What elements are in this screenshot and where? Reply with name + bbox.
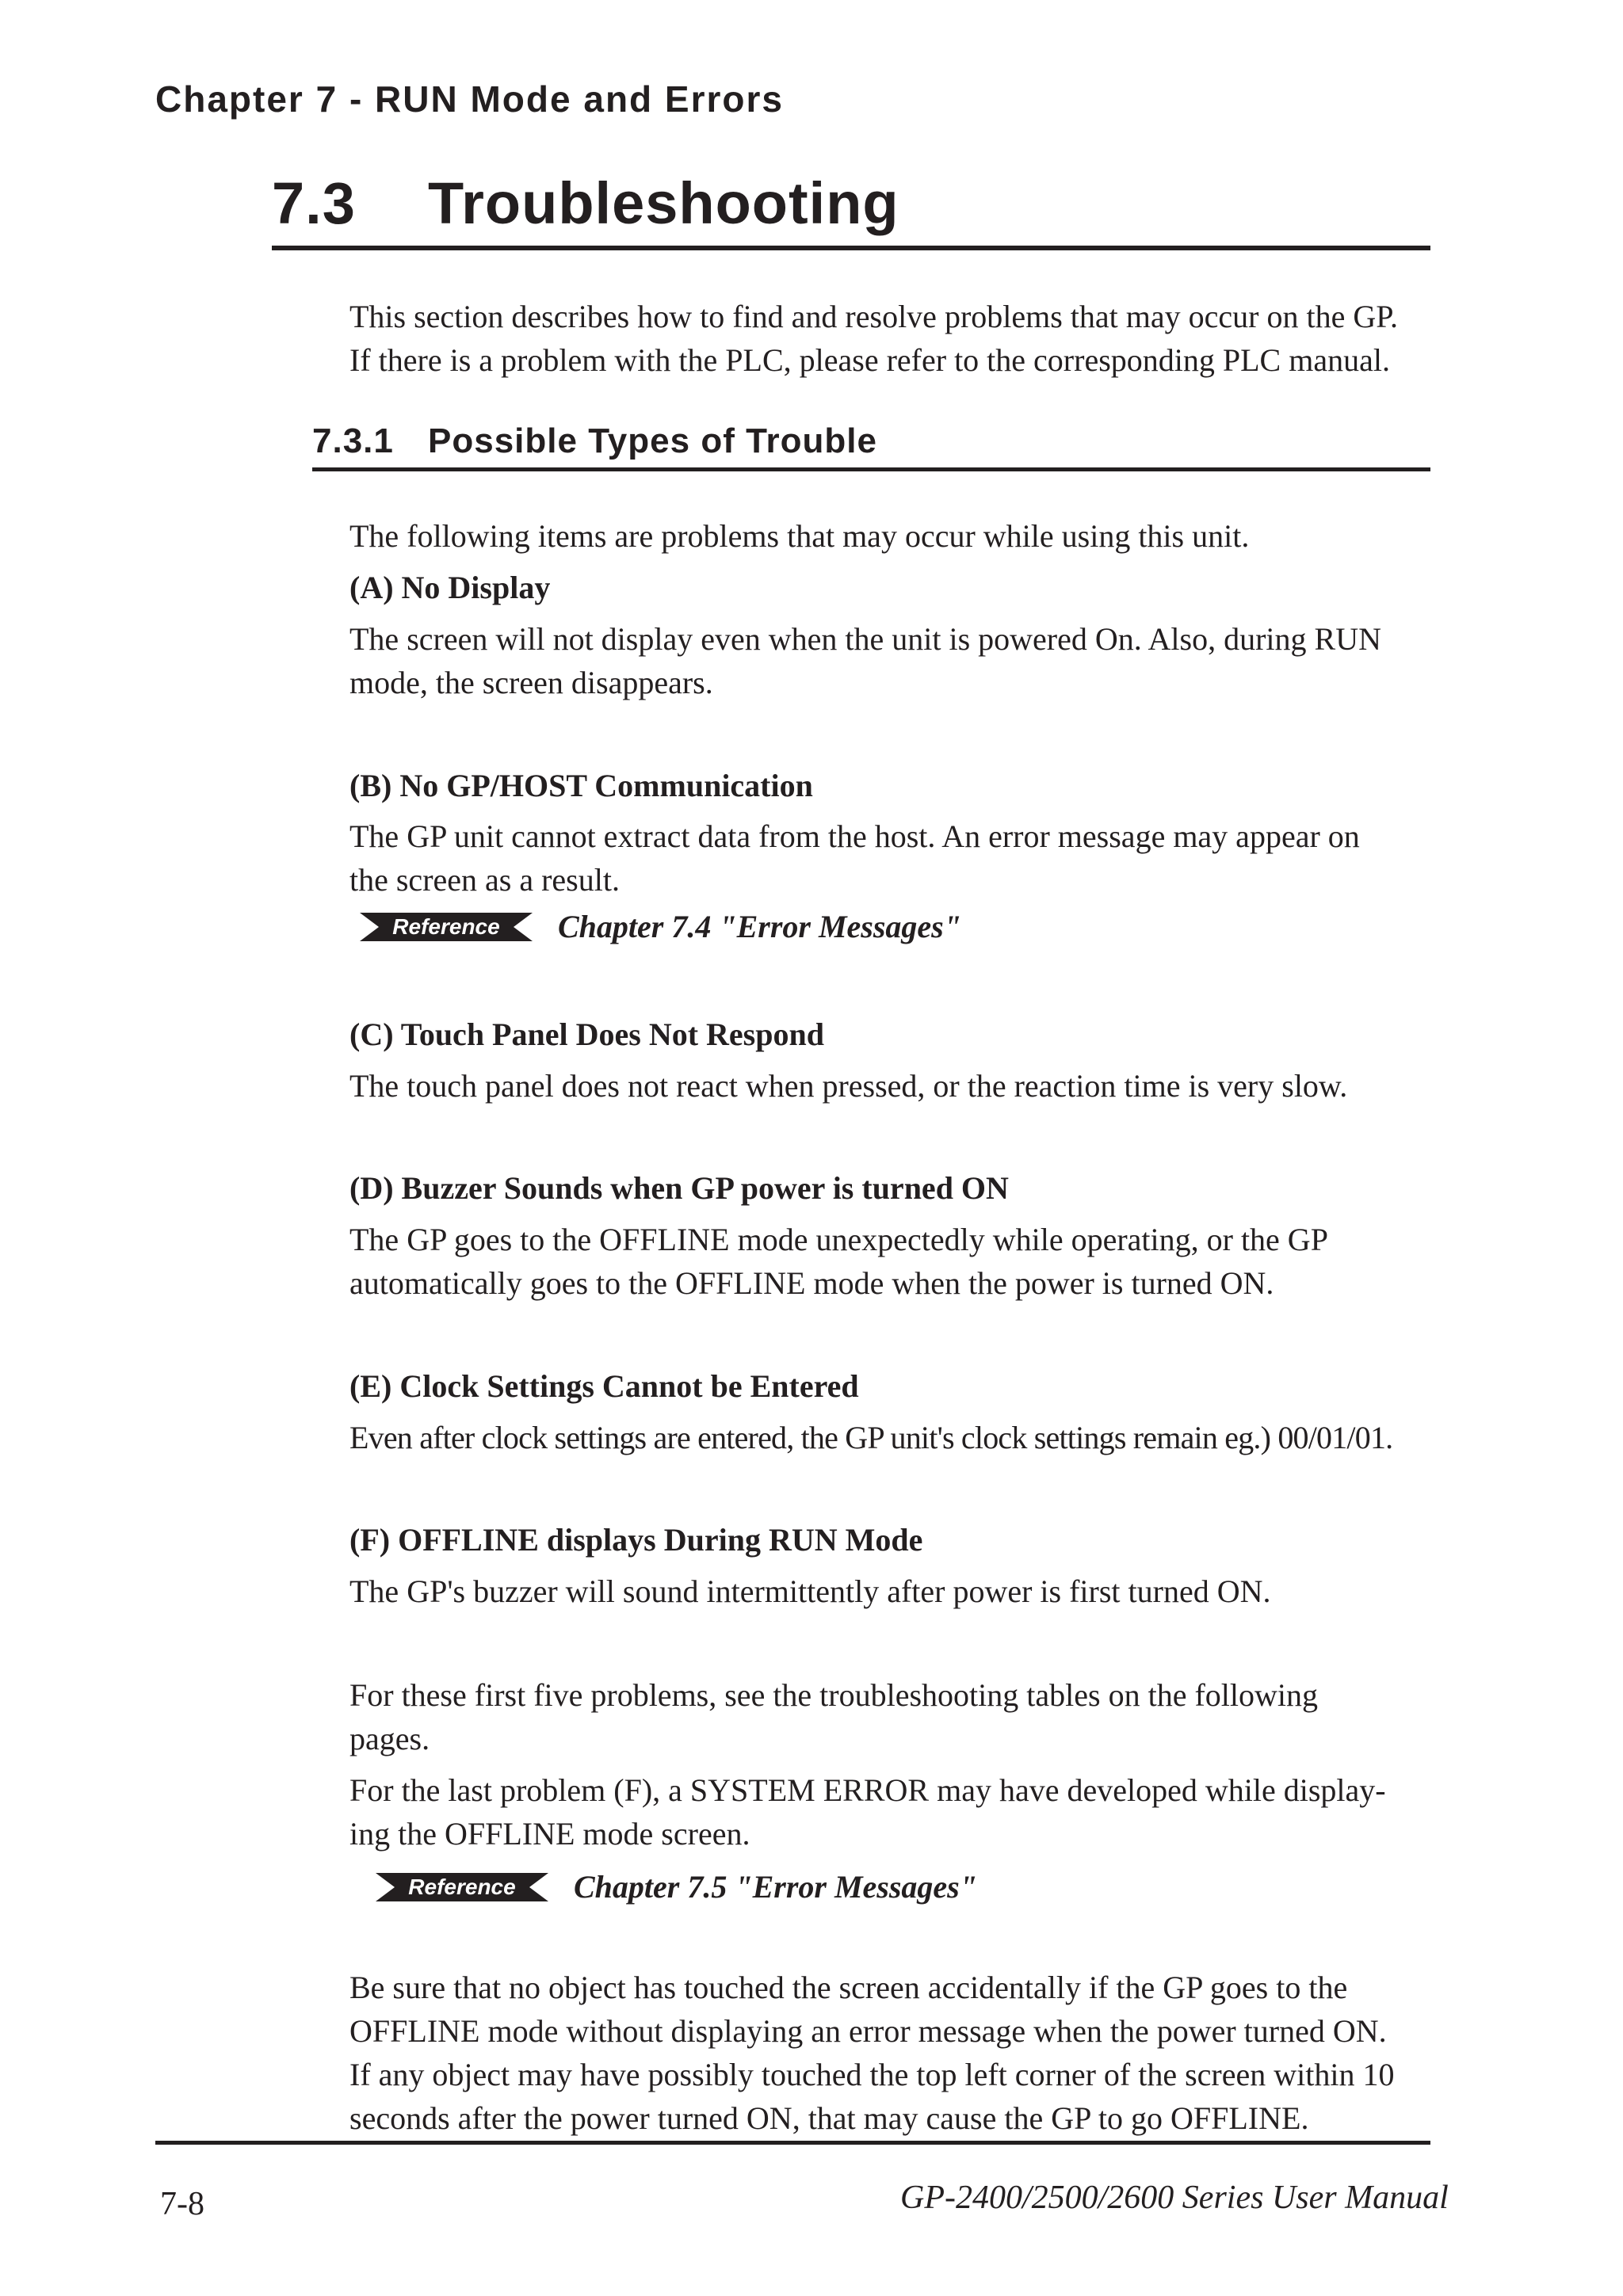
item-d-line-1: The GP goes to the OFFLINE mode unexpectedly while operating, or the GP bbox=[349, 1222, 1328, 1257]
item-f-heading: (F) OFFLINE displays During RUN Mode bbox=[349, 1522, 923, 1558]
item-c-line-1: The touch panel does not react when pressed, or the reaction time is very slow. bbox=[349, 1068, 1348, 1104]
item-a-heading: (A) No Display bbox=[349, 570, 551, 605]
item-a-line-1: The screen will not display even when the unit is powered On. Also, during RUN bbox=[349, 621, 1381, 657]
item-d-body bbox=[349, 1218, 1435, 1305]
reference-badge-label: Reference bbox=[392, 913, 500, 939]
subsection-title-text: Possible Types of Trouble bbox=[428, 421, 877, 460]
intro-line-1: This section describes how to find and resolve problems that may occur on the GP. bbox=[349, 299, 1399, 334]
subsection-title bbox=[312, 421, 1430, 471]
item-f-line-1: The GP's buzzer will sound intermittently after power is first turned ON. bbox=[349, 1573, 1271, 1609]
note-2-line-1: For the last problem (F), a SYSTEM ERROR may have developed while display- bbox=[349, 1772, 1386, 1808]
intro-paragraph bbox=[349, 295, 1435, 382]
section-title bbox=[272, 170, 1430, 250]
item-c-body bbox=[349, 1064, 1435, 1108]
note-3-line-2: OFFLINE mode without displaying an error message when the power turned ON. bbox=[349, 2013, 1387, 2049]
intro-line-2: If there is a problem with the PLC, please refer to the corresponding PLC manual. bbox=[349, 342, 1390, 378]
page-number: 7-8 bbox=[160, 2186, 204, 2222]
reference-text-1: Chapter 7.4 "Error Messages" bbox=[558, 909, 961, 944]
item-b-line-1: The GP unit cannot extract data from the host. An error message may appear on bbox=[349, 818, 1360, 854]
reference-badge-icon bbox=[358, 911, 534, 943]
section-title-text: Troubleshooting bbox=[428, 170, 899, 236]
manual-title: GP-2400/2500/2600 Series User Manual bbox=[900, 2180, 1449, 2216]
note-1-line-1: For these first five problems, see the troubleshooting tables on the following bbox=[349, 1677, 1318, 1713]
note-3-line-1: Be sure that no object has touched the screen accidentally if the GP goes to the bbox=[349, 1970, 1348, 2005]
item-e-line-1: Even after clock settings are entered, the GP unit's clock settings remain eg.) 00/01/01. bbox=[349, 1420, 1393, 1455]
reference-text-2: Chapter 7.5 "Error Messages" bbox=[574, 1869, 977, 1905]
item-e-body bbox=[349, 1416, 1435, 1459]
item-a-line-2: mode, the screen disappears. bbox=[349, 665, 713, 700]
item-b-line-2: the screen as a result. bbox=[349, 862, 620, 898]
item-e-heading: (E) Clock Settings Cannot be Entered bbox=[349, 1368, 859, 1404]
note-1-line-2: pages. bbox=[349, 1721, 430, 1756]
subsection-number: 7.3.1 bbox=[312, 421, 394, 460]
reference-link-1[interactable] bbox=[358, 908, 961, 945]
chapter-header: Chapter 7 - RUN Mode and Errors bbox=[155, 78, 784, 120]
reference-link-2[interactable] bbox=[374, 1868, 977, 1905]
reference-badge-label: Reference bbox=[408, 1874, 516, 1899]
lead-paragraph: The following items are problems that may occur while using this unit. bbox=[349, 518, 1250, 554]
item-d-heading: (D) Buzzer Sounds when GP power is turned ON bbox=[349, 1170, 1009, 1206]
item-b-heading: (B) No GP/HOST Communication bbox=[349, 768, 813, 803]
note-2-line-2: ing the OFFLINE mode screen. bbox=[349, 1816, 750, 1852]
reference-badge-icon bbox=[374, 1871, 550, 1903]
item-c-heading: (C) Touch Panel Does Not Respond bbox=[349, 1016, 824, 1052]
section-number: 7.3 bbox=[272, 170, 356, 236]
note-3-line-3: If any object may have possibly touched the top left corner of the screen within 10 bbox=[349, 2057, 1395, 2092]
note-paragraph-2 bbox=[349, 1768, 1435, 1855]
item-b-body bbox=[349, 814, 1435, 902]
footer-divider bbox=[155, 2141, 1430, 2145]
item-d-line-2: automatically goes to the OFFLINE mode when the power is turned ON. bbox=[349, 1265, 1274, 1301]
note-paragraph-3 bbox=[349, 1966, 1435, 2140]
note-3-line-4: seconds after the power turned ON, that may cause the GP to go OFFLINE. bbox=[349, 2100, 1309, 2136]
item-f-body bbox=[349, 1569, 1435, 1613]
item-a-body bbox=[349, 617, 1435, 704]
note-paragraph-1 bbox=[349, 1673, 1435, 1760]
